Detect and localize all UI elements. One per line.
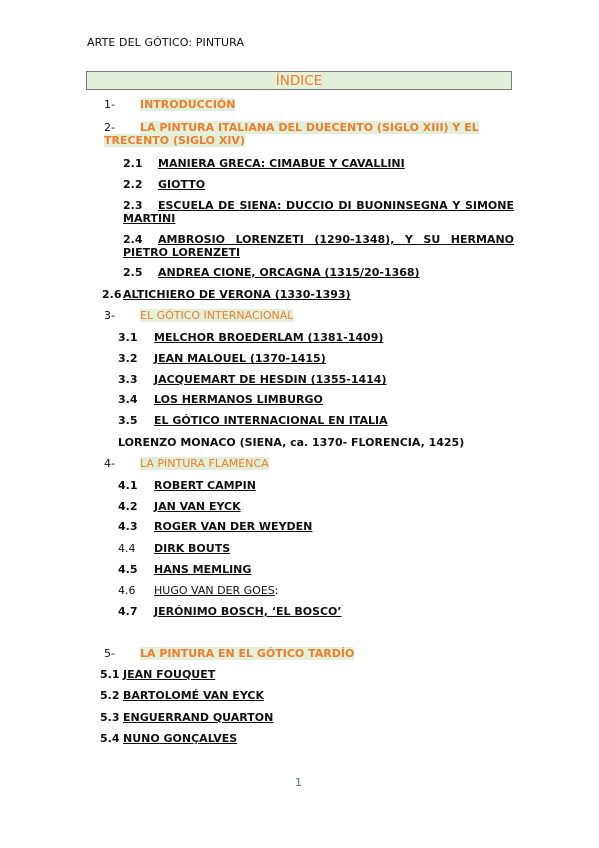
toc-number: 4.2 xyxy=(118,500,138,513)
toc-number: 4.3 xyxy=(118,520,138,533)
toc-title-link[interactable]: JEAN FOUQUET xyxy=(123,668,216,681)
toc-number: 2.6 xyxy=(102,288,122,301)
toc-number: 4.6 xyxy=(118,584,136,597)
toc-title: ÍNDICE xyxy=(86,71,512,90)
toc-entry-4-7[interactable] xyxy=(118,605,342,618)
toc-entry-3[interactable] xyxy=(104,309,293,322)
toc-title-link[interactable]: AMBROSIO LORENZETI (1290-1348), Y SU HERMANO PIETRO LORENZETI xyxy=(123,233,514,259)
toc-number: 2- xyxy=(104,121,115,134)
toc-number: 3.5 xyxy=(118,414,138,427)
toc-number: 4.5 xyxy=(118,563,138,576)
toc-entry-4-2[interactable] xyxy=(118,500,241,513)
toc-title-link[interactable]: INTRODUCCIÓN xyxy=(140,98,236,111)
toc-title-link[interactable]: JERÓNIMO BOSCH, ‘EL BOSCO’ xyxy=(154,605,342,618)
toc-number: 5.2 xyxy=(100,689,120,702)
toc-entry-3-5[interactable] xyxy=(118,414,388,427)
toc-entry-3-4[interactable] xyxy=(118,393,323,406)
toc-number: 5.4 xyxy=(100,732,120,745)
toc-title-link[interactable]: BARTOLOMÉ VAN EYCK xyxy=(123,689,264,702)
toc-title-link[interactable]: ALTICHIERO DE VERONA (1330-1393) xyxy=(123,288,351,301)
toc-number: 2.2 xyxy=(123,178,143,191)
toc-number: 4- xyxy=(104,457,115,470)
toc-number: 2.4 xyxy=(123,233,143,246)
toc-title-link[interactable]: JACQUEMART DE HESDIN (1355-1414) xyxy=(154,373,387,386)
toc-title-link[interactable]: JAN VAN EYCK xyxy=(154,500,241,513)
toc-entry-2-1[interactable] xyxy=(123,157,405,170)
toc-number: 5.1 xyxy=(100,668,120,681)
toc-title-link[interactable]: DIRK BOUTS xyxy=(154,542,231,555)
toc-number: 3.1 xyxy=(118,331,138,344)
toc-title-suffix: : xyxy=(274,584,279,597)
toc-title-link[interactable]: LOS HERMANOS LIMBURGO xyxy=(154,393,323,406)
toc-entry-2[interactable] xyxy=(104,121,514,147)
toc-entry-2-2[interactable] xyxy=(123,178,205,191)
toc-title-link[interactable]: LA PINTURA EN EL GÓTICO TARDÍO xyxy=(140,647,355,660)
toc-entry-2-6[interactable] xyxy=(102,288,351,301)
toc-number: 2.1 xyxy=(123,157,143,170)
toc-title-link[interactable]: ROBERT CAMPIN xyxy=(154,479,256,492)
toc-title-link[interactable]: GIOTTO xyxy=(158,178,206,191)
toc-entry-4[interactable] xyxy=(104,457,269,470)
toc-number: 5- xyxy=(104,647,115,660)
toc-number: 2.5 xyxy=(123,266,143,279)
toc-entry-2-5[interactable] xyxy=(123,266,420,279)
toc-title-link-cont[interactable]: TRECENTO (SIGLO XIV) xyxy=(104,134,245,147)
toc-title-link[interactable]: LA PINTURA FLAMENCA xyxy=(140,457,269,470)
toc-entry-1[interactable] xyxy=(104,98,235,111)
toc-entry-5-4[interactable] xyxy=(100,732,237,745)
toc-title-link[interactable]: ENGUERRAND QUARTON xyxy=(123,711,274,724)
toc-title-link[interactable]: HANS MEMLING xyxy=(154,563,252,576)
toc-number: 2.3 xyxy=(123,199,143,212)
toc-entry-2-3[interactable] xyxy=(123,199,514,225)
toc-number: 3.4 xyxy=(118,393,138,406)
toc-entry-4-5[interactable] xyxy=(118,563,251,576)
toc-title-link[interactable]: JEAN MALOUEL (1370-1415) xyxy=(154,352,326,365)
toc-entry-5[interactable] xyxy=(104,647,354,660)
toc-number: 3.2 xyxy=(118,352,138,365)
toc-entry-3-extra: LORENZO MONACO (SIENA, ca. 1370- FLORENCIA, 1425) xyxy=(118,436,465,449)
toc-number: 4.7 xyxy=(118,605,138,618)
toc-title-link[interactable]: ESCUELA DE SIENA: DUCCIO DI BUONINSEGNA Y SIMONE MARTINI xyxy=(123,199,514,225)
toc-title-link[interactable]: MELCHOR BROEDERLAM (1381-1409) xyxy=(154,331,384,344)
toc-number: 5.3 xyxy=(100,711,120,724)
toc-number: 4.4 xyxy=(118,542,136,555)
toc-entry-5-1[interactable] xyxy=(100,668,215,681)
toc-title-link[interactable]: LA PINTURA ITALIANA DEL DUECENTO (SIGLO XIII) Y EL xyxy=(140,121,479,134)
toc-number: 1- xyxy=(104,98,115,111)
toc-entry-3-1[interactable] xyxy=(118,331,383,344)
toc-title-link[interactable]: EL GÓTICO INTERNACIONAL EN ITALIA xyxy=(154,414,388,427)
toc-title-link[interactable]: MANIERA GRECA: CIMABUE Y CAVALLINI xyxy=(158,157,405,170)
toc-entry-5-3[interactable] xyxy=(100,711,273,724)
toc-entry-2-4[interactable] xyxy=(123,233,514,259)
document-header: ARTE DEL GÓTICO: PINTURA xyxy=(87,36,245,49)
toc-entry-4-4[interactable] xyxy=(118,542,230,555)
toc-entry-3-3[interactable] xyxy=(118,373,386,386)
toc-number: 3.3 xyxy=(118,373,138,386)
toc-title-link[interactable]: ROGER VAN DER WEYDEN xyxy=(154,520,313,533)
toc-title-link[interactable]: NUNO GONÇALVES xyxy=(123,732,238,745)
toc-entry-5-2[interactable] xyxy=(100,689,264,702)
toc-entry-4-3[interactable] xyxy=(118,520,312,533)
toc-entry-4-6[interactable] xyxy=(118,584,278,597)
toc-title-link[interactable]: ANDREA CIONE, ORCAGNA (1315/20-1368) xyxy=(158,266,420,279)
page-number: 1 xyxy=(295,776,302,789)
toc-title-link[interactable]: HUGO VAN DER GOES xyxy=(154,584,275,597)
toc-entry-4-1[interactable] xyxy=(118,479,256,492)
toc-number: 4.1 xyxy=(118,479,138,492)
toc-entry-3-2[interactable] xyxy=(118,352,326,365)
toc-title-link[interactable]: EL GÓTICO INTERNACIONAL xyxy=(140,309,294,322)
toc-number: 3- xyxy=(104,309,115,322)
